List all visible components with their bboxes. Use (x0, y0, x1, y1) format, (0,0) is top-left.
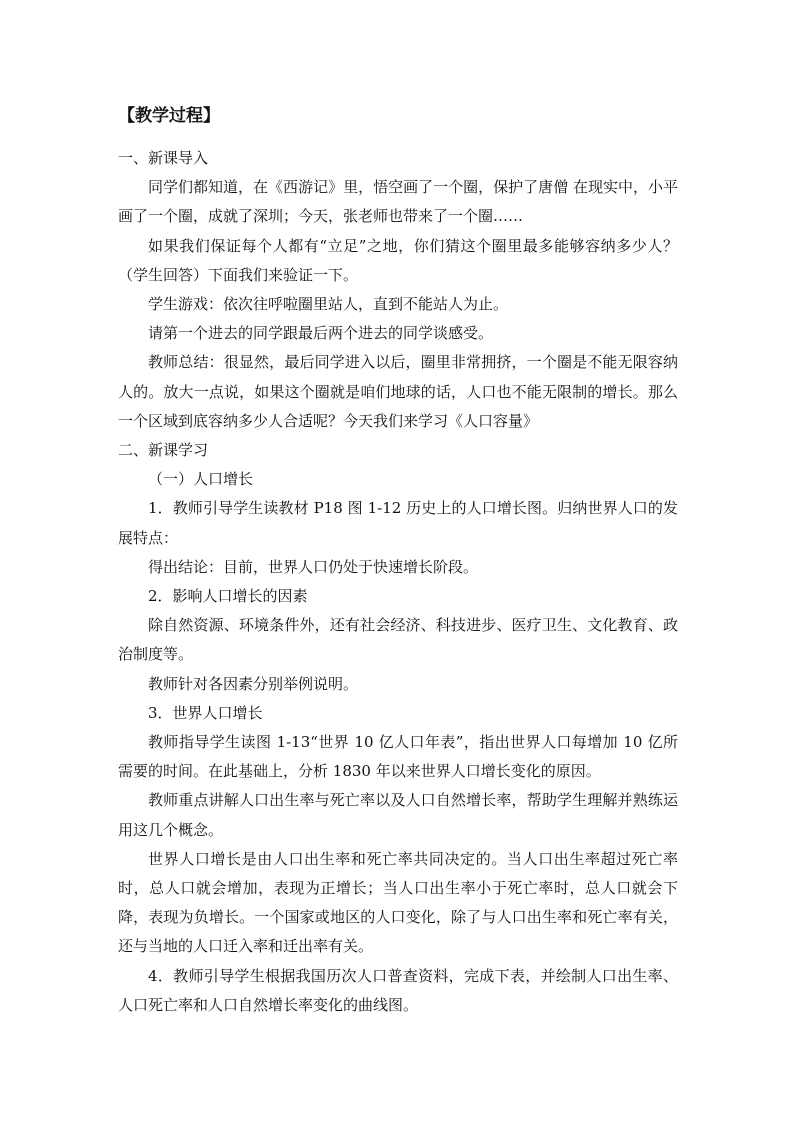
paragraph: 世界人口增长是由人口出生率和死亡率共同决定的。当人口出生率超过死亡率时，总人口就会增加，表现为正增长；当人口出生率小于死亡率时，总人口就会下降，表现为负增长。一个国家或地区的人口变化，除了与人口出生率和死亡率有关，还与当地的人口迁入率和迁出率有关。 (118, 849, 678, 956)
paragraph: 二、新课学习 (118, 441, 209, 460)
paragraph: 除自然资源、环境条件外，还有社会经济、科技进步、医疗卫生、文化教育、政治制度等。 (118, 616, 678, 664)
section-title: 【教学过程】 (118, 106, 220, 126)
document-body (118, 144, 678, 1020)
paragraph: 1．教师引导学生读教材 P18 图 1-12 历史上的人口增长图。归纳世界人口的发展特点： (118, 499, 678, 547)
document-page (118, 102, 678, 1020)
paragraph: 教师针对各因素分别举例说明。 (148, 674, 359, 693)
paragraph: 得出结论：目前，世界人口仍处于快速增长阶段。 (148, 557, 479, 576)
paragraph: （一）人口增长 (148, 470, 254, 489)
paragraph: 教师指导学生读图 1-13“世界 10 亿人口年表”，指出世界人口每增加 10 亿所需要的时间。在此基础上，分析 1830 年以来世界人口增长变化的原因。 (118, 733, 678, 781)
paragraph: 3．世界人口增长 (148, 703, 263, 722)
paragraph: 教师总结：很显然，最后同学进入以后，圈里非常拥挤，一个圈是不能无限容纳人的。放大一点说，如果这个圈就是咱们地球的话，人口也不能无限制的增长。那么一个区域到底容纳多少人合适呢？今天我们来学习《人口容量》 (118, 353, 678, 430)
paragraph: 教师重点讲解人口出生率与死亡率以及人口自然增长率，帮助学生理解并熟练运用这几个概念。 (118, 791, 678, 839)
paragraph: 2．影响人口增长的因素 (148, 587, 308, 606)
paragraph: 同学们都知道，在《西游记》里，悟空画了一个圈，保护了唐僧 在现实中，小平画了一个圈，成就了深圳；今天，张老师也带来了一个圈…… (118, 178, 678, 226)
paragraph: 如果我们保证每个人都有“立足”之地，你们猜这个圈里最多能够容纳多少人？（学生回答）下面我们来验证一下。 (118, 236, 678, 284)
paragraph: 请第一个进去的同学跟最后两个进去的同学谈感受。 (148, 324, 494, 343)
paragraph: 4．教师引导学生根据我国历次人口普查资料，完成下表，并绘制人口出生率、人口死亡率和人口自然增长率变化的曲线图。 (118, 966, 678, 1014)
paragraph: 一、新课导入 (118, 149, 209, 167)
paragraph: 学生游戏：依次往呼啦圈里站人，直到不能站人为止。 (148, 295, 509, 314)
